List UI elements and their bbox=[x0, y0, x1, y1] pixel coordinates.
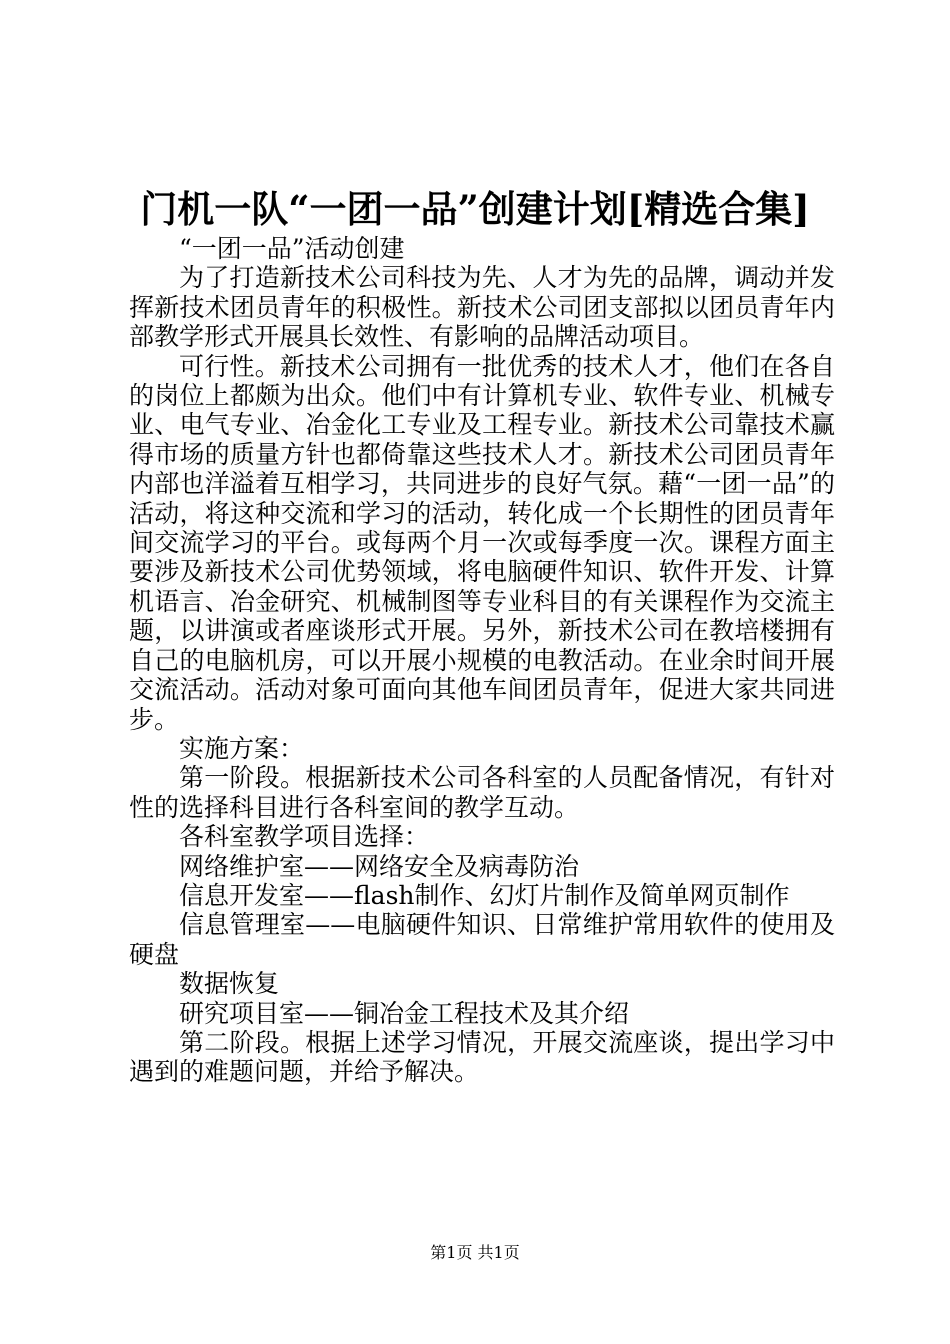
paragraph-phase-two: 第二阶段。根据上述学习情况，开展交流座谈，提出学习中遇到的难题问题，并给予解决。 bbox=[129, 1027, 835, 1087]
document-body bbox=[129, 234, 835, 1087]
document-title: 门机一队“一团一品”创建计划[精选合集] bbox=[140, 187, 810, 231]
page-footer: 第1页 共1页 bbox=[430, 1243, 520, 1262]
paragraph-phase-one: 第一阶段。根据新技术公司各科室的人员配备情况，有针对性的选择科目进行各科室间的教学互动。 bbox=[129, 763, 835, 822]
paragraph-info-mgmt-room: 信息管理室——电脑硬件知识、日常维护常用软件的使用及硬盘 bbox=[129, 910, 835, 969]
paragraph-research-room: 研究项目室——铜冶金工程技术及其介绍 bbox=[179, 998, 630, 1028]
paragraph-data-recovery: 数据恢复 bbox=[179, 969, 280, 999]
paragraph-purpose: 为了打造新技术公司科技为先、人才为先的品牌，调动并发挥新技术团员青年的积极性。新技术公司团支部拟以团员青年内部教学形式开展具长效性、有影响的品牌活动项目。 bbox=[129, 263, 835, 352]
paragraph-feasibility: 可行性。新技术公司拥有一批优秀的技术人才，他们在各自的岗位上都颇为出众。他们中有计算机专业、软件专业、机械专业、电气专业、冶金化工专业及工程专业。新技术公司靠技术赢得市场的质量方针也都倚靠这些技术人才。新技术公司团员青年内部也洋溢着互相学习，共同进步的良好气氛。藉“一团一品”的活动，将这种交流和学习的活动，转化成一个长期性的团员青年间交流学习的平台。或每两个月一次或每季度一次。课程方面主要涉及新技术公司优势领域，将电脑硬件知识、软件开发、计算机语言、冶金研究、机械制图等专业科目的有关课程作为交流主题，以讲演或者座谈形式开展。另外，新技术公司在教培楼拥有自己的电脑机房，可以开展小规模的电教活动。在业余时间开展交流活动。活动对象可面向其他车间团员青年，促进大家共同进步。 bbox=[129, 351, 835, 734]
paragraph-activity-heading: “一团一品”活动创建 bbox=[179, 234, 405, 263]
paragraph-plan-heading: 实施方案： bbox=[179, 733, 305, 763]
paragraph-network-room: 网络维护室——网络安全及病毒防治 bbox=[179, 851, 580, 881]
paragraph-project-selection: 各科室教学项目选择： bbox=[179, 822, 430, 852]
paragraph-dev-room: 信息开发室——flash制作、幻灯片制作及简单网页制作 bbox=[179, 880, 790, 910]
